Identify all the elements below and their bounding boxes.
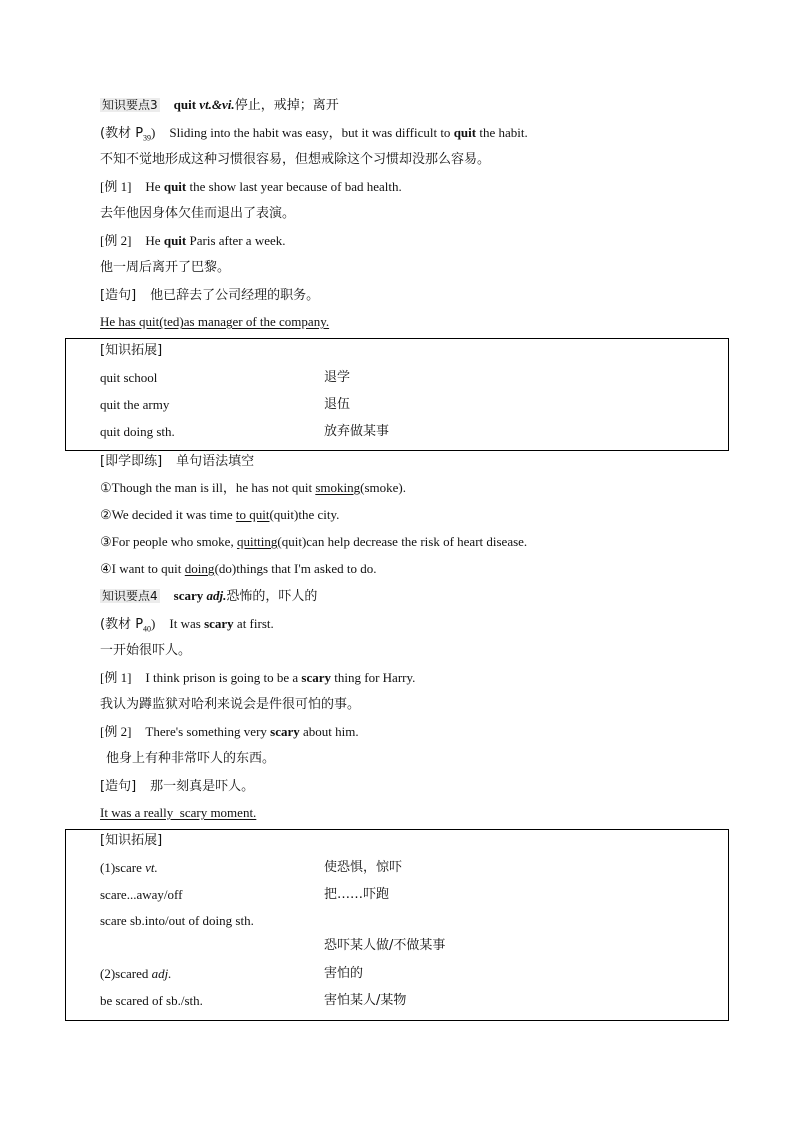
section3-pos: vt.&vi.	[199, 97, 235, 112]
ext-row-zh: 使恐惧，惊吓	[324, 860, 403, 875]
section3-extension-box	[65, 338, 729, 451]
answer-blank: smoking	[315, 480, 361, 495]
section3-example-1: [例 1] He quit the show last year because of bad health.	[100, 179, 402, 194]
ext-row-zh: 害怕的	[324, 966, 364, 981]
section4-example-2-zh: 他身上有种非常吓人的东西。	[106, 751, 276, 766]
section3-example-1-zh: 去年他因身体欠佳而退出了表演。	[100, 206, 296, 221]
ext-row-en: quit school	[100, 370, 158, 385]
section3-meaning: 停止，戒掉；离开	[234, 98, 339, 113]
section4-meaning: 恐怖的，吓人的	[226, 589, 318, 604]
practice-item: ①Though the man is ill，he has not quit smoking(smoke).	[100, 480, 406, 495]
answer-blank: to quit	[235, 507, 270, 522]
section4-example-2: [例 2] There's something very scary about him.	[100, 724, 359, 739]
ext-row-en: quit the army	[100, 397, 170, 412]
section4-pos: adj.	[206, 588, 227, 603]
section4-textbook-en: (教材 $P_{40}$) It was scary at first.	[100, 616, 274, 634]
section3-word: quit	[173, 97, 197, 112]
section3-ext-title: [知识拓展]	[100, 343, 163, 358]
ext-row-zh: 放弃做某事	[324, 424, 390, 439]
section3-example-2-zh: 他一周后离开了巴黎。	[100, 260, 231, 275]
practice-item: ④I want to quit doing(do)things that I'm asked to do.	[100, 561, 377, 576]
ext-row-en: be scared of sb./sth.	[100, 993, 203, 1008]
section4-extension-box	[65, 829, 729, 1021]
ext-row-en: scare sb.into/out of doing sth.	[100, 913, 254, 928]
ext-row-en: quit doing sth.	[100, 424, 175, 439]
section4-ext-title: [知识拓展]	[100, 833, 163, 848]
section4-example-1-zh: 我认为蹲监狱对哈利来说会是件很可怕的事。	[100, 697, 361, 712]
ext-row-en: (1)scare vt.	[100, 860, 158, 875]
section4-example-1: [例 1] I think prison is going to be a scary thing for Harry.	[100, 670, 416, 685]
ext-row-en: scare...away/off	[100, 887, 183, 902]
section4-word: scary	[173, 588, 204, 603]
section3-heading	[100, 96, 339, 115]
practice-heading: [即学即练] 单句语法填空	[100, 454, 255, 469]
ext-row-zh: 退伍	[324, 397, 351, 412]
section4-heading	[100, 587, 317, 606]
section4-make-sentence: [造句] 那一刻真是吓人。	[100, 779, 255, 794]
section3-make-answer: He has quit(ted)as manager of the company.	[100, 314, 330, 329]
section3-textbook-en: (教材 $P_{39}$) Sliding into the habit was easy，but it was difficult to quit the habit.	[100, 125, 528, 143]
section4-textbook-zh: 一开始很吓人。	[100, 643, 192, 658]
answer-blank: doing	[184, 561, 215, 576]
section3-textbook-zh: 不知不觉地形成这种习惯很容易，但想戒除这个习惯却没那么容易。	[100, 152, 491, 167]
practice-item: ②We decided it was time to quit(quit)the city.	[100, 507, 340, 522]
section4-tag: 知识要点4	[102, 589, 158, 603]
practice-item: ③For people who smoke, quitting(quit)can help decrease the risk of heart disease.	[100, 534, 528, 549]
section3-example-2: [例 2] He quit Paris after a week.	[100, 233, 286, 248]
ext-row-en: (2)scared adj.	[100, 966, 172, 981]
answer-blank: quitting	[236, 534, 278, 549]
section4-make-answer: It was a really scary moment.	[100, 805, 257, 820]
ext-row-zh: 害怕某人/某物	[324, 993, 407, 1008]
section3-make-sentence: [造句] 他已辞去了公司经理的职务。	[100, 288, 320, 303]
ext-row-zh: 把……吓跑	[324, 887, 390, 902]
ext-row-zh: 退学	[324, 370, 351, 385]
section3-tag: 知识要点3	[102, 98, 158, 112]
ext-row-zh: 恐吓某人做/不做某事	[324, 938, 446, 953]
